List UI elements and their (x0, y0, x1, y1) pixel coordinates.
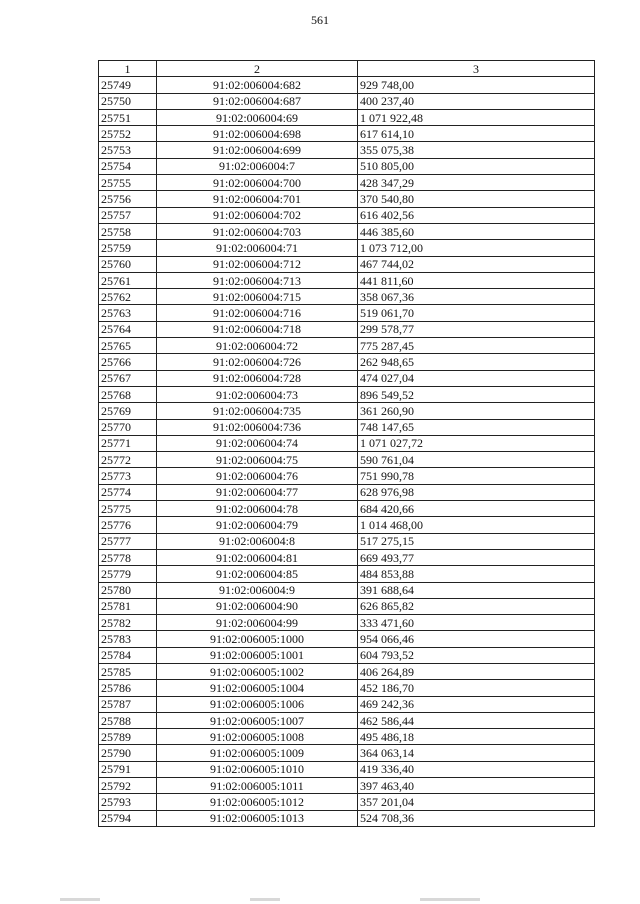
table-row (99, 468, 595, 484)
column-header-number: 1 (99, 61, 157, 77)
cadastral-value-cell: 462 586,44 (358, 712, 595, 728)
row-number-cell: 25749 (99, 77, 157, 93)
table-header-row (99, 61, 595, 77)
cadastral-number-cell: 91:02:006005:1006 (157, 696, 358, 712)
cadastral-value-table (98, 60, 595, 827)
row-number-cell: 25761 (99, 272, 157, 288)
cadastral-number-cell: 91:02:006004:700 (157, 175, 358, 191)
table-row (99, 631, 595, 647)
table-row (99, 745, 595, 761)
cadastral-value-cell: 397 463,40 (358, 778, 595, 794)
row-number-cell: 25787 (99, 696, 157, 712)
table-row (99, 647, 595, 663)
row-number-cell: 25774 (99, 484, 157, 500)
cadastral-number-cell: 91:02:006004:71 (157, 240, 358, 256)
cadastral-number-cell: 91:02:006004:736 (157, 419, 358, 435)
cadastral-value-cell: 628 976,98 (358, 484, 595, 500)
row-number-cell: 25769 (99, 403, 157, 419)
cadastral-value-cell: 1 073 712,00 (358, 240, 595, 256)
cadastral-number-cell: 91:02:006004:90 (157, 598, 358, 614)
table-row (99, 794, 595, 810)
cadastral-number-cell: 91:02:006005:1010 (157, 761, 358, 777)
cadastral-value-cell: 524 708,36 (358, 810, 595, 826)
row-number-cell: 25754 (99, 158, 157, 174)
table-row (99, 338, 595, 354)
row-number-cell: 25772 (99, 452, 157, 468)
row-number-cell: 25755 (99, 175, 157, 191)
row-number-cell: 25766 (99, 354, 157, 370)
cadastral-number-cell: 91:02:006004:699 (157, 142, 358, 158)
column-header-value: 3 (358, 61, 595, 77)
table-row (99, 680, 595, 696)
cadastral-value-cell: 358 067,36 (358, 289, 595, 305)
row-number-cell: 25762 (99, 289, 157, 305)
row-number-cell: 25757 (99, 207, 157, 223)
cadastral-number-cell: 91:02:006005:1009 (157, 745, 358, 761)
cadastral-number-cell: 91:02:006004:81 (157, 549, 358, 565)
cadastral-value-cell: 1 071 922,48 (358, 109, 595, 125)
cadastral-number-cell: 91:02:006004:69 (157, 109, 358, 125)
table-row (99, 549, 595, 565)
cadastral-number-cell: 91:02:006004:735 (157, 403, 358, 419)
row-number-cell: 25785 (99, 663, 157, 679)
row-number-cell: 25768 (99, 386, 157, 402)
cadastral-value-cell: 626 865,82 (358, 598, 595, 614)
cadastral-number-cell: 91:02:006004:74 (157, 435, 358, 451)
table-row (99, 729, 595, 745)
cadastral-value-cell: 590 761,04 (358, 452, 595, 468)
table-row (99, 126, 595, 142)
row-number-cell: 25793 (99, 794, 157, 810)
cadastral-value-cell: 419 336,40 (358, 761, 595, 777)
table-row (99, 370, 595, 386)
cadastral-value-cell: 604 793,52 (358, 647, 595, 663)
cadastral-value-cell: 517 275,15 (358, 533, 595, 549)
row-number-cell: 25786 (99, 680, 157, 696)
cadastral-value-cell: 510 805,00 (358, 158, 595, 174)
row-number-cell: 25765 (99, 338, 157, 354)
row-number-cell: 25778 (99, 549, 157, 565)
cadastral-value-cell: 262 948,65 (358, 354, 595, 370)
cadastral-value-cell: 748 147,65 (358, 419, 595, 435)
row-number-cell: 25794 (99, 810, 157, 826)
cadastral-number-cell: 91:02:006004:718 (157, 321, 358, 337)
row-number-cell: 25779 (99, 566, 157, 582)
table-row (99, 207, 595, 223)
row-number-cell: 25753 (99, 142, 157, 158)
row-number-cell: 25781 (99, 598, 157, 614)
row-number-cell: 25784 (99, 647, 157, 663)
cadastral-number-cell: 91:02:006004:687 (157, 93, 358, 109)
row-number-cell: 25776 (99, 517, 157, 533)
table-row (99, 533, 595, 549)
cadastral-number-cell: 91:02:006004:698 (157, 126, 358, 142)
cadastral-number-cell: 91:02:006004:712 (157, 256, 358, 272)
cadastral-number-cell: 91:02:006004:79 (157, 517, 358, 533)
cadastral-value-cell: 355 075,38 (358, 142, 595, 158)
cadastral-value-cell: 428 347,29 (358, 175, 595, 191)
table-row (99, 810, 595, 826)
cadastral-number-cell: 91:02:006004:702 (157, 207, 358, 223)
row-number-cell: 25789 (99, 729, 157, 745)
cadastral-number-cell: 91:02:006005:1008 (157, 729, 358, 745)
table-row (99, 778, 595, 794)
row-number-cell: 25773 (99, 468, 157, 484)
table-row (99, 175, 595, 191)
cadastral-number-cell: 91:02:006005:1013 (157, 810, 358, 826)
row-number-cell: 25770 (99, 419, 157, 435)
cadastral-number-cell: 91:02:006005:1001 (157, 647, 358, 663)
cadastral-value-cell: 406 264,89 (358, 663, 595, 679)
scan-edge-marks (0, 896, 640, 904)
cadastral-number-cell: 91:02:006005:1011 (157, 778, 358, 794)
cadastral-number-cell: 91:02:006004:703 (157, 223, 358, 239)
cadastral-number-cell: 91:02:006004:85 (157, 566, 358, 582)
table-row (99, 598, 595, 614)
cadastral-value-cell: 446 385,60 (358, 223, 595, 239)
row-number-cell: 25782 (99, 615, 157, 631)
table-row (99, 696, 595, 712)
row-number-cell: 25758 (99, 223, 157, 239)
table-row (99, 256, 595, 272)
cadastral-number-cell: 91:02:006004:701 (157, 191, 358, 207)
table-row (99, 566, 595, 582)
cadastral-value-cell: 452 186,70 (358, 680, 595, 696)
cadastral-number-cell: 91:02:006004:716 (157, 305, 358, 321)
table-row (99, 240, 595, 256)
cadastral-number-cell: 91:02:006005:1004 (157, 680, 358, 696)
table-row (99, 435, 595, 451)
row-number-cell: 25780 (99, 582, 157, 598)
table-row (99, 109, 595, 125)
cadastral-value-cell: 467 744,02 (358, 256, 595, 272)
row-number-cell: 25760 (99, 256, 157, 272)
cadastral-value-cell: 357 201,04 (358, 794, 595, 810)
cadastral-value-cell: 617 614,10 (358, 126, 595, 142)
cadastral-value-cell: 929 748,00 (358, 77, 595, 93)
cadastral-number-cell: 91:02:006004:7 (157, 158, 358, 174)
cadastral-value-cell: 370 540,80 (358, 191, 595, 207)
cadastral-number-cell: 91:02:006004:73 (157, 386, 358, 402)
cadastral-value-cell: 954 066,46 (358, 631, 595, 647)
cadastral-number-cell: 91:02:006005:1002 (157, 663, 358, 679)
cadastral-value-cell: 1 071 027,72 (358, 435, 595, 451)
cadastral-number-cell: 91:02:006004:77 (157, 484, 358, 500)
table-row (99, 419, 595, 435)
cadastral-value-cell: 474 027,04 (358, 370, 595, 386)
cadastral-value-cell: 616 402,56 (358, 207, 595, 223)
row-number-cell: 25763 (99, 305, 157, 321)
table-row (99, 191, 595, 207)
table-row (99, 712, 595, 728)
table-row (99, 321, 595, 337)
table-row (99, 615, 595, 631)
cadastral-value-cell: 441 811,60 (358, 272, 595, 288)
table-row (99, 77, 595, 93)
cadastral-value-cell: 751 990,78 (358, 468, 595, 484)
row-number-cell: 25790 (99, 745, 157, 761)
table-row (99, 386, 595, 402)
cadastral-value-cell: 469 242,36 (358, 696, 595, 712)
cadastral-value-cell: 684 420,66 (358, 501, 595, 517)
row-number-cell: 25788 (99, 712, 157, 728)
cadastral-number-cell: 91:02:006005:1007 (157, 712, 358, 728)
cadastral-value-cell: 775 287,45 (358, 338, 595, 354)
cadastral-value-cell: 669 493,77 (358, 549, 595, 565)
cadastral-number-cell: 91:02:006004:9 (157, 582, 358, 598)
table-row (99, 484, 595, 500)
cadastral-number-cell: 91:02:006004:99 (157, 615, 358, 631)
row-number-cell: 25751 (99, 109, 157, 125)
cadastral-number-cell: 91:02:006004:726 (157, 354, 358, 370)
table-row (99, 142, 595, 158)
cadastral-value-cell: 333 471,60 (358, 615, 595, 631)
cadastral-number-cell: 91:02:006004:78 (157, 501, 358, 517)
cadastral-number-cell: 91:02:006004:72 (157, 338, 358, 354)
row-number-cell: 25752 (99, 126, 157, 142)
row-number-cell: 25783 (99, 631, 157, 647)
table-row (99, 272, 595, 288)
cadastral-value-cell: 1 014 468,00 (358, 517, 595, 533)
cadastral-value-cell: 299 578,77 (358, 321, 595, 337)
table-row (99, 403, 595, 419)
cadastral-value-cell: 364 063,14 (358, 745, 595, 761)
row-number-cell: 25759 (99, 240, 157, 256)
table-row (99, 517, 595, 533)
cadastral-number-cell: 91:02:006004:728 (157, 370, 358, 386)
cadastral-value-cell: 495 486,18 (358, 729, 595, 745)
cadastral-number-cell: 91:02:006004:75 (157, 452, 358, 468)
table-row (99, 158, 595, 174)
cadastral-value-cell: 519 061,70 (358, 305, 595, 321)
table-row (99, 305, 595, 321)
row-number-cell: 25764 (99, 321, 157, 337)
cadastral-number-cell: 91:02:006004:8 (157, 533, 358, 549)
cadastral-number-cell: 91:02:006004:713 (157, 272, 358, 288)
page-number: 561 (311, 13, 329, 27)
row-number-cell: 25756 (99, 191, 157, 207)
table-row (99, 452, 595, 468)
column-header-cadastral-number: 2 (157, 61, 358, 77)
table-row (99, 663, 595, 679)
row-number-cell: 25767 (99, 370, 157, 386)
row-number-cell: 25775 (99, 501, 157, 517)
cadastral-value-cell: 400 237,40 (358, 93, 595, 109)
table-row (99, 582, 595, 598)
cadastral-number-cell: 91:02:006004:76 (157, 468, 358, 484)
cadastral-number-cell: 91:02:006004:715 (157, 289, 358, 305)
row-number-cell: 25777 (99, 533, 157, 549)
row-number-cell: 25791 (99, 761, 157, 777)
cadastral-value-cell: 896 549,52 (358, 386, 595, 402)
row-number-cell: 25771 (99, 435, 157, 451)
table-body (99, 77, 595, 827)
cadastral-number-cell: 91:02:006004:682 (157, 77, 358, 93)
cadastral-number-cell: 91:02:006005:1012 (157, 794, 358, 810)
cadastral-value-cell: 361 260,90 (358, 403, 595, 419)
row-number-cell: 25792 (99, 778, 157, 794)
table-row (99, 501, 595, 517)
table-row (99, 93, 595, 109)
table-row (99, 354, 595, 370)
cadastral-value-cell: 484 853,88 (358, 566, 595, 582)
cadastral-value-cell: 391 688,64 (358, 582, 595, 598)
row-number-cell: 25750 (99, 93, 157, 109)
table-row (99, 289, 595, 305)
cadastral-number-cell: 91:02:006005:1000 (157, 631, 358, 647)
table-row (99, 223, 595, 239)
table-row (99, 761, 595, 777)
